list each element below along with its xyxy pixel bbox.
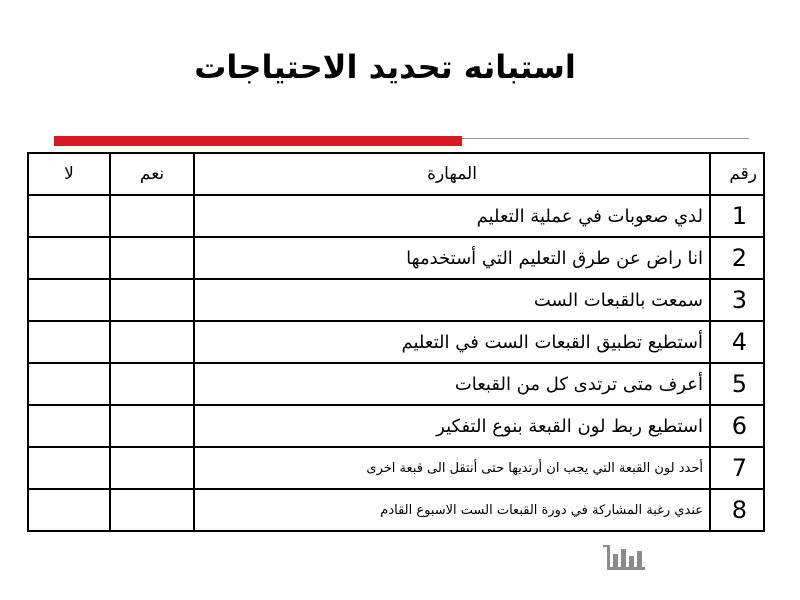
- no-answer-cell[interactable]: [28, 279, 110, 321]
- no-answer-cell[interactable]: [28, 363, 110, 405]
- yes-answer-cell[interactable]: [110, 489, 194, 531]
- title-divider: [54, 136, 749, 146]
- yes-answer-cell[interactable]: [110, 237, 194, 279]
- row-number: 5: [710, 363, 764, 405]
- header-yes: نعم: [110, 153, 194, 195]
- table-row: [28, 489, 764, 531]
- row-skill: سمعت بالقبعات الست: [194, 279, 710, 321]
- title-divider-gray-line: [462, 138, 749, 139]
- row-skill: أعرف متى ترتدى كل من القبعات: [194, 363, 710, 405]
- no-answer-cell[interactable]: [28, 237, 110, 279]
- row-skill: انا راض عن طرق التعليم التي أستخدمها: [194, 237, 710, 279]
- yes-answer-cell[interactable]: [110, 363, 194, 405]
- page-title: استبانه تحديد الاحتياجات: [194, 48, 576, 86]
- row-number: 3: [710, 279, 764, 321]
- yes-answer-cell[interactable]: [110, 405, 194, 447]
- no-answer-cell[interactable]: [28, 447, 110, 489]
- table-row: [28, 321, 764, 363]
- header-skill: المهارة: [194, 153, 710, 195]
- row-skill: عندي رغبة المشاركة في دورة القبعات الست الاسبوع القادم: [194, 489, 710, 531]
- title-divider-red-bar: [54, 136, 462, 146]
- table-row: [28, 405, 764, 447]
- table-row: [28, 279, 764, 321]
- yes-answer-cell[interactable]: [110, 321, 194, 363]
- needs-survey-table: [27, 152, 765, 532]
- row-number: 6: [710, 405, 764, 447]
- yes-answer-cell[interactable]: [110, 447, 194, 489]
- row-number: 8: [710, 489, 764, 531]
- row-skill: استطيع ربط لون القبعة بنوع التفكير: [194, 405, 710, 447]
- header-number: رقم: [710, 153, 764, 195]
- row-skill: أحدد لون القبعة التي يجب ان أرتديها حتى أنتقل الى قبعة اخرى: [194, 447, 710, 489]
- table-row: [28, 237, 764, 279]
- table-row: [28, 195, 764, 237]
- row-skill: لدي صعوبات في عملية التعليم: [194, 195, 710, 237]
- header-no: لا: [28, 153, 110, 195]
- yes-answer-cell[interactable]: [110, 195, 194, 237]
- no-answer-cell[interactable]: [28, 489, 110, 531]
- no-answer-cell[interactable]: [28, 321, 110, 363]
- yes-answer-cell[interactable]: [110, 279, 194, 321]
- no-answer-cell[interactable]: [28, 195, 110, 237]
- no-answer-cell[interactable]: [28, 405, 110, 447]
- table-row: [28, 363, 764, 405]
- row-number: 7: [710, 447, 764, 489]
- row-number: 2: [710, 237, 764, 279]
- table-row: [28, 447, 764, 489]
- row-skill: أستطيع تطبيق القبعات الست في التعليم: [194, 321, 710, 363]
- row-number: 1: [710, 195, 764, 237]
- bar-chart-icon: [603, 540, 647, 570]
- row-number: 4: [710, 321, 764, 363]
- table-header-row: [28, 153, 764, 195]
